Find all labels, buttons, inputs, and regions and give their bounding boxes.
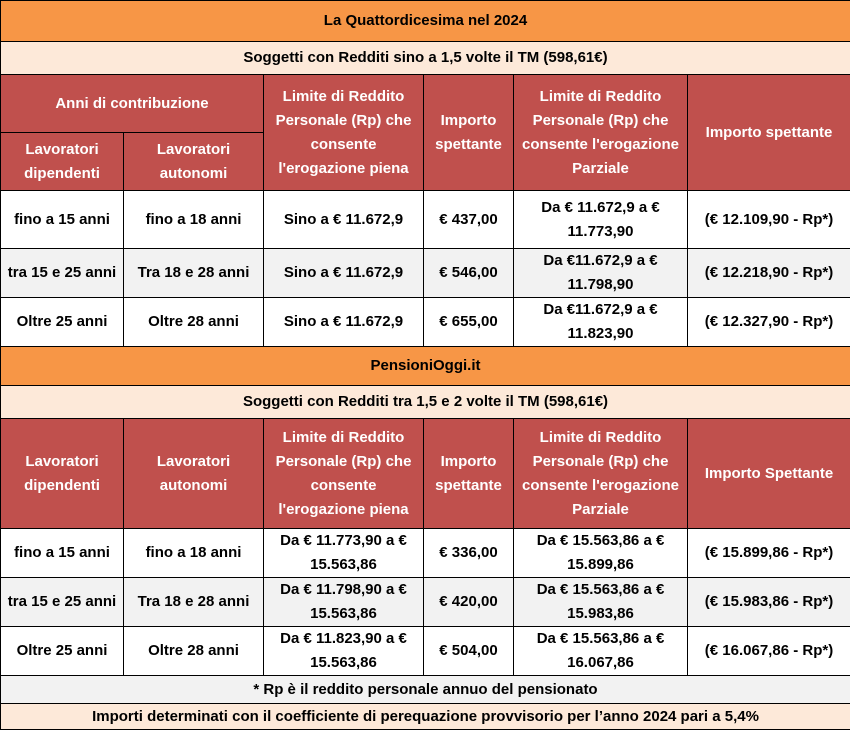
header-lavoratori-autonomi: Lavoratori autonomi xyxy=(124,419,264,529)
cell-importo: € 546,00 xyxy=(424,249,514,298)
brand-name: PensioniOggi.it xyxy=(1,347,850,386)
cell-autonomi: Tra 18 e 28 anni xyxy=(124,249,264,298)
table-row xyxy=(1,191,850,249)
header-limite-piena: Limite di Reddito Personale (Rp) che consente l'erogazione piena xyxy=(264,75,424,191)
cell-autonomi: Tra 18 e 28 anni xyxy=(124,578,264,627)
header-lavoratori-dipendenti: Lavoratori dipendenti xyxy=(1,419,124,529)
cell-dipendenti: Oltre 25 anni xyxy=(1,298,124,347)
cell-limite: Sino a € 11.672,9 xyxy=(264,191,424,249)
table-row xyxy=(1,298,850,347)
header-importo-spettante: Importo Spettante xyxy=(688,419,850,529)
section2-subtitle: Soggetti con Redditi tra 1,5 e 2 volte il TM (598,61€) xyxy=(1,386,850,419)
header-importo: Importo spettante xyxy=(424,419,514,529)
cell-importo: € 336,00 xyxy=(424,529,514,578)
cell-limite: Da € 11.773,90 a € 15.563,86 xyxy=(264,529,424,578)
header-lavoratori-dipendenti: Lavoratori dipendenti xyxy=(1,133,124,191)
header-limite-parziale: Limite di Reddito Personale (Rp) che consente l'erogazione Parziale xyxy=(514,75,688,191)
cell-dipendenti: tra 15 e 25 anni xyxy=(1,249,124,298)
cell-formula: (€ 12.109,90 - Rp*) xyxy=(688,191,850,249)
cell-limite: Da € 11.798,90 a € 15.563,86 xyxy=(264,578,424,627)
header-importo-spettante: Importo spettante xyxy=(688,75,850,191)
header-limite-piena: Limite di Reddito Personale (Rp) che consente l'erogazione piena xyxy=(264,419,424,529)
cell-autonomi: Oltre 28 anni xyxy=(124,298,264,347)
section1-subtitle: Soggetti con Redditi sino a 1,5 volte il TM (598,61€) xyxy=(1,42,850,75)
table-row xyxy=(1,578,850,627)
header-limite-parziale: Limite di Reddito Personale (Rp) che consente l'erogazione Parziale xyxy=(514,419,688,529)
cell-parziale: Da € 15.563,86 a € 15.983,86 xyxy=(514,578,688,627)
table-row xyxy=(1,627,850,676)
cell-limite: Sino a € 11.672,9 xyxy=(264,298,424,347)
cell-parziale: Da €11.672,9 a € 11.823,90 xyxy=(514,298,688,347)
cell-dipendenti: tra 15 e 25 anni xyxy=(1,578,124,627)
cell-importo: € 420,00 xyxy=(424,578,514,627)
perequazione-note: Importi determinati con il coefficiente di perequazione provvisorio per l’anno 2024 pari a 5,4% xyxy=(1,704,850,730)
cell-formula: (€ 12.327,90 - Rp*) xyxy=(688,298,850,347)
cell-autonomi: Oltre 28 anni xyxy=(124,627,264,676)
cell-formula: (€ 15.983,86 - Rp*) xyxy=(688,578,850,627)
cell-dipendenti: fino a 15 anni xyxy=(1,191,124,249)
cell-importo: € 504,00 xyxy=(424,627,514,676)
cell-dipendenti: Oltre 25 anni xyxy=(1,627,124,676)
table-row xyxy=(1,249,850,298)
cell-autonomi: fino a 18 anni xyxy=(124,191,264,249)
cell-formula: (€ 15.899,86 - Rp*) xyxy=(688,529,850,578)
cell-parziale: Da € 15.563,86 a € 16.067,86 xyxy=(514,627,688,676)
cell-importo: € 655,00 xyxy=(424,298,514,347)
cell-formula: (€ 16.067,86 - Rp*) xyxy=(688,627,850,676)
cell-limite: Sino a € 11.672,9 xyxy=(264,249,424,298)
page-title: La Quattordicesima nel 2024 xyxy=(1,1,850,42)
cell-limite: Da € 11.823,90 a € 15.563,86 xyxy=(264,627,424,676)
footnote: * Rp è il reddito personale annuo del pensionato xyxy=(1,676,850,704)
cell-parziale: Da €11.672,9 a € 11.798,90 xyxy=(514,249,688,298)
cell-importo: € 437,00 xyxy=(424,191,514,249)
cell-formula: (€ 12.218,90 - Rp*) xyxy=(688,249,850,298)
cell-parziale: Da € 11.672,9 a € 11.773,90 xyxy=(514,191,688,249)
cell-dipendenti: fino a 15 anni xyxy=(1,529,124,578)
header-importo: Importo spettante xyxy=(424,75,514,191)
header-anni-contribuzione: Anni di contribuzione xyxy=(1,75,264,133)
table-row xyxy=(1,529,850,578)
cell-parziale: Da € 15.563,86 a € 15.899,86 xyxy=(514,529,688,578)
cell-autonomi: fino a 18 anni xyxy=(124,529,264,578)
header-lavoratori-autonomi: Lavoratori autonomi xyxy=(124,133,264,191)
